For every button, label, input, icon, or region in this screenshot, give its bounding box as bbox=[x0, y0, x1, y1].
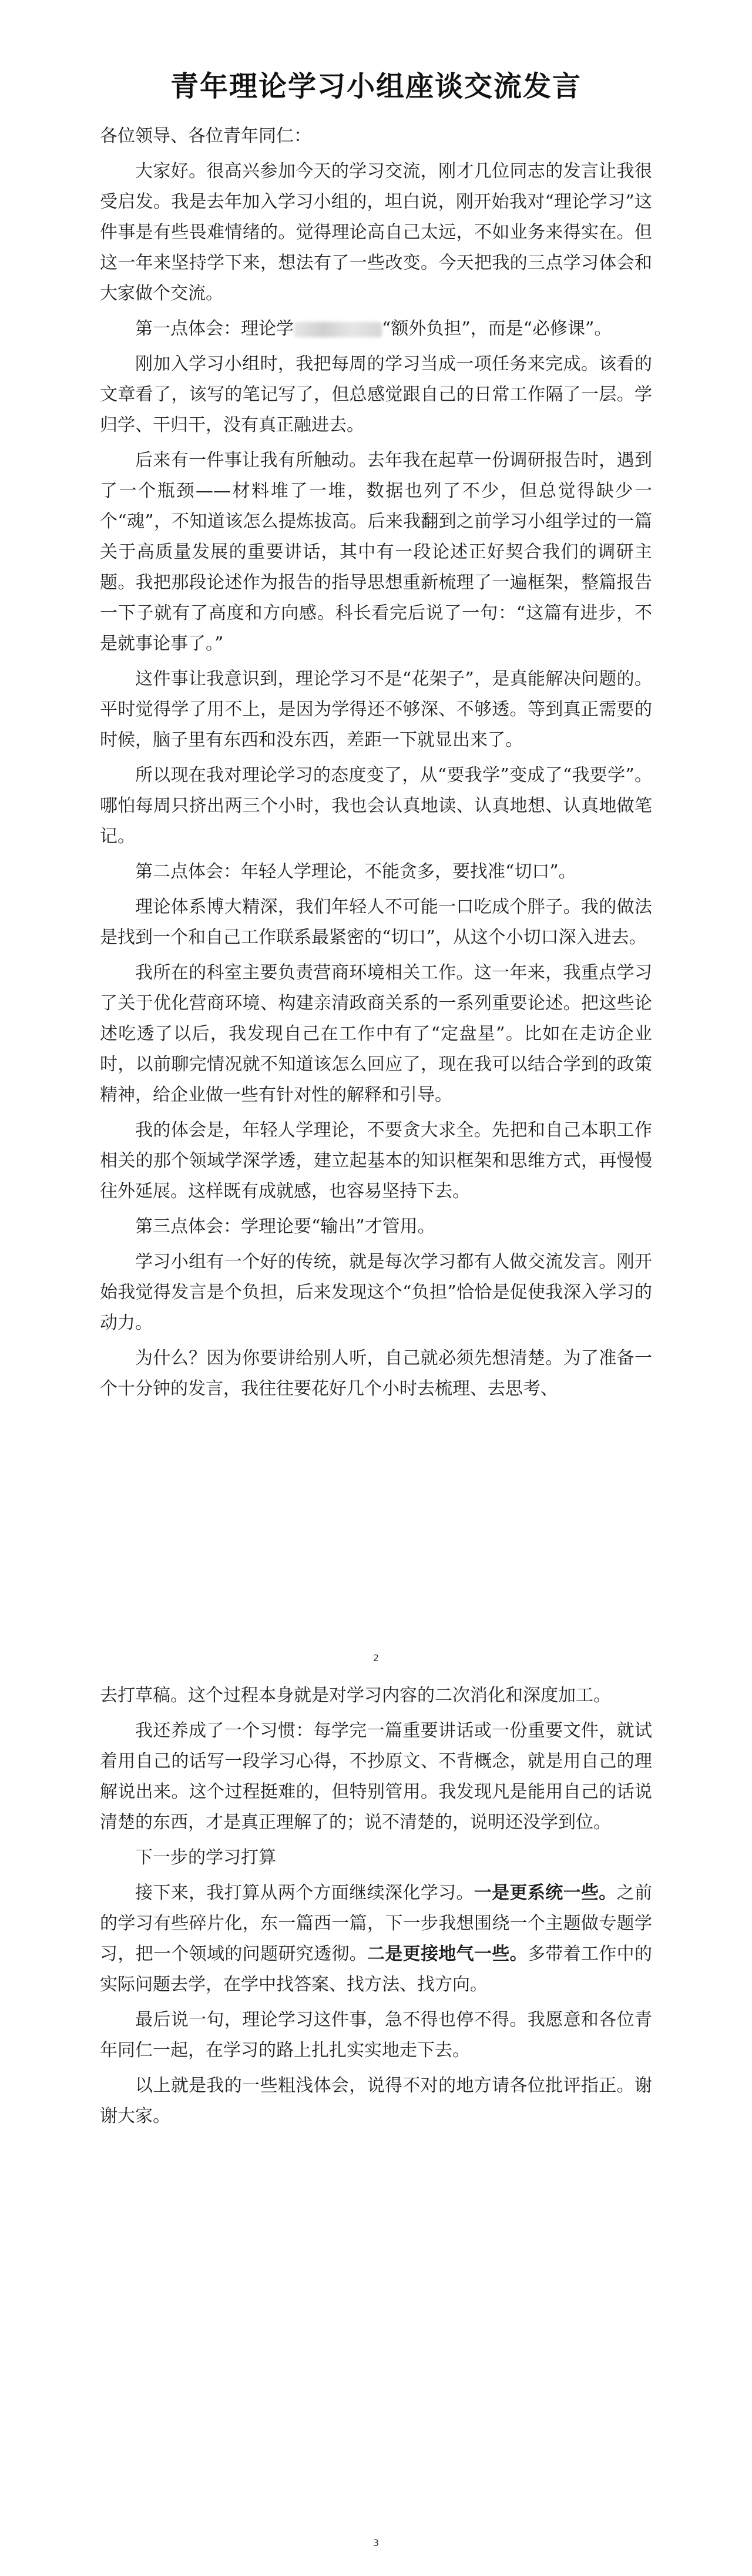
paragraph: 我的体会是，年轻人学理论，不要贪大求全。先把和自己本职工作相关的那个领域学深学透，建立起基本的知识框架和思维方式，再慢慢往外延展。这样既有成就感，也容易坚持下去。 bbox=[100, 1120, 652, 1202]
point-1-heading bbox=[100, 314, 652, 344]
paragraph: 刚加入学习小组时，我把每周的学习当成一项任务来完成。该看的文章看了，该写的笔记写了，但总感觉跟自己的日常工作隔了一层。学归学、干归干，没有真正融进去。 bbox=[100, 354, 652, 435]
next-step-detail: 之前的学习有些碎片化，东一篇西一篇，下一步我想围绕一个主题做专题学习，把一个领域的问题研究透彻。 bbox=[100, 1883, 653, 1964]
page-number: 3 bbox=[372, 2537, 380, 2548]
paragraph: 学习小组有一个好的传统，就是每次学习都有人做交流发言。刚开始我觉得发言是个负担，后来发现这个“负担”恰恰是促使我深入学习的动力。 bbox=[100, 1252, 652, 1333]
paragraph: 以上就是我的一些粗浅体会，说得不对的地方请各位批评指正。谢谢大家。 bbox=[100, 2075, 652, 2126]
point-1-prefix: 第一点体会：理论学 bbox=[135, 318, 294, 339]
paragraph: 最后说一句，理论学习这件事，急不得也停不得。我愿意和各位青年同仁一起，在学习的路上扎扎实实地走下去。 bbox=[100, 2010, 652, 2061]
page-number: 2 bbox=[372, 1652, 380, 1663]
point-2-heading: 第二点体会：年轻人学理论，不能贪多，要找准“切口”。 bbox=[135, 861, 576, 882]
greeting: 各位领导、各位青年同仁： bbox=[100, 126, 311, 146]
paragraph: 大家好。很高兴参加今天的学习交流，刚才几位同志的发言让我很受启发。我是去年加入学习小组的，坦白说，刚开始我对“理论学习”这件事是有些畏难情绪的。觉得理论高自己太远，不如业务来得实在。但这一年来坚持学下来，想法有了一些改变。今天把我的三点学习体会和大家做个交流。 bbox=[100, 161, 652, 304]
next-step-intro: 接下来，我打算从两个方面继续深化学习。 bbox=[135, 1883, 474, 1903]
next-step-point-2: 二是更接地气一些。 bbox=[367, 1944, 528, 1964]
next-step-point-1: 一是更系统一些。 bbox=[474, 1883, 617, 1903]
document-body-page-1 bbox=[100, 121, 652, 1409]
paragraph: 我所在的科室主要负责营商环境相关工作。这一年来，我重点学习了关于优化营商环境、构建亲清政商关系的一系列重要论述。把这些论述吃透了以后，我发现自己在工作中有了“定盘星”。比如在走访企业时，以前聊完情况就不知道该怎么回应了，现在我可以结合学到的政策精神，给企业做一些有针对性的解释和引导。 bbox=[100, 962, 652, 1105]
paragraph: 为什么？因为你要讲给别人听，自己就必须先想清楚。为了准备一个十分钟的发言，我往往要花好几个小时去梳理、去思考、 bbox=[100, 1348, 652, 1399]
paragraph-continued: 去打草稿。这个过程本身就是对学习内容的二次消化和深度加工。 bbox=[100, 1685, 611, 1706]
section-heading-next-step: 下一步的学习打算 bbox=[135, 1847, 276, 1868]
paragraph: 所以现在我对理论学习的态度变了，从“要我学”变成了“我要学”。哪怕每周只挤出两三个小时，我也会认真地读、认真地想、认真地做笔记。 bbox=[100, 765, 652, 847]
paragraph: 理论体系博大精深，我们年轻人不可能一口吃成个胖子。我的做法是找到一个和自己工作联系最紧密的“切口”，从这个小切口深入进去。 bbox=[100, 897, 652, 948]
redacted-blur bbox=[294, 322, 382, 337]
document-title: 青年理论学习小组座谈交流发言 bbox=[170, 70, 582, 103]
paragraph: 我还养成了一个习惯：每学完一篇重要讲话或一份重要文件，就试着用自己的话写一段学习心得，不抄原文、不背概念，就是用自己的理解说出来。这个过程挺难的，但特别管用。我发现凡是能用自己的话说清楚的东西，才是真正理解了的；说不清楚的，说明还没学到位。 bbox=[100, 1720, 652, 1833]
point-1-suffix: “额外负担”，而是“必修课”。 bbox=[382, 318, 612, 339]
paragraph: 后来有一件事让我有所触动。去年我在起草一份调研报告时，遇到了一个瓶颈——材料堆了一堆，数据也列了不少，但总觉得缺少一个“魂”，不知道该怎么提炼拔高。后来我翻到之前学习小组学过的一篇关于高质量发展的重要讲话，其中有一段论述正好契合我们的调研主题。我把那段论述作为报告的指导思想重新梳理了一遍框架，整篇报告一下子就有了高度和方向感。科长看完后说了一句：“这篇有进步，不是就事论事了。” bbox=[100, 450, 652, 654]
next-step-conclusion: 多带着工作中的实际问题去学，在学中找答案、找方法、找方向。 bbox=[100, 1944, 652, 1995]
document-body-page-2 bbox=[100, 1681, 652, 2136]
paragraph: 这件事让我意识到，理论学习不是“花架子”，是真能解决问题的。平时觉得学了用不上，是因为学得还不够深、不够透。等到真正需要的时候，脑子里有东西和没东西，差距一下就显出来了。 bbox=[100, 669, 652, 750]
point-3-heading: 第三点体会：学理论要“输出”才管用。 bbox=[135, 1216, 435, 1237]
next-step-paragraph bbox=[100, 1878, 652, 2000]
